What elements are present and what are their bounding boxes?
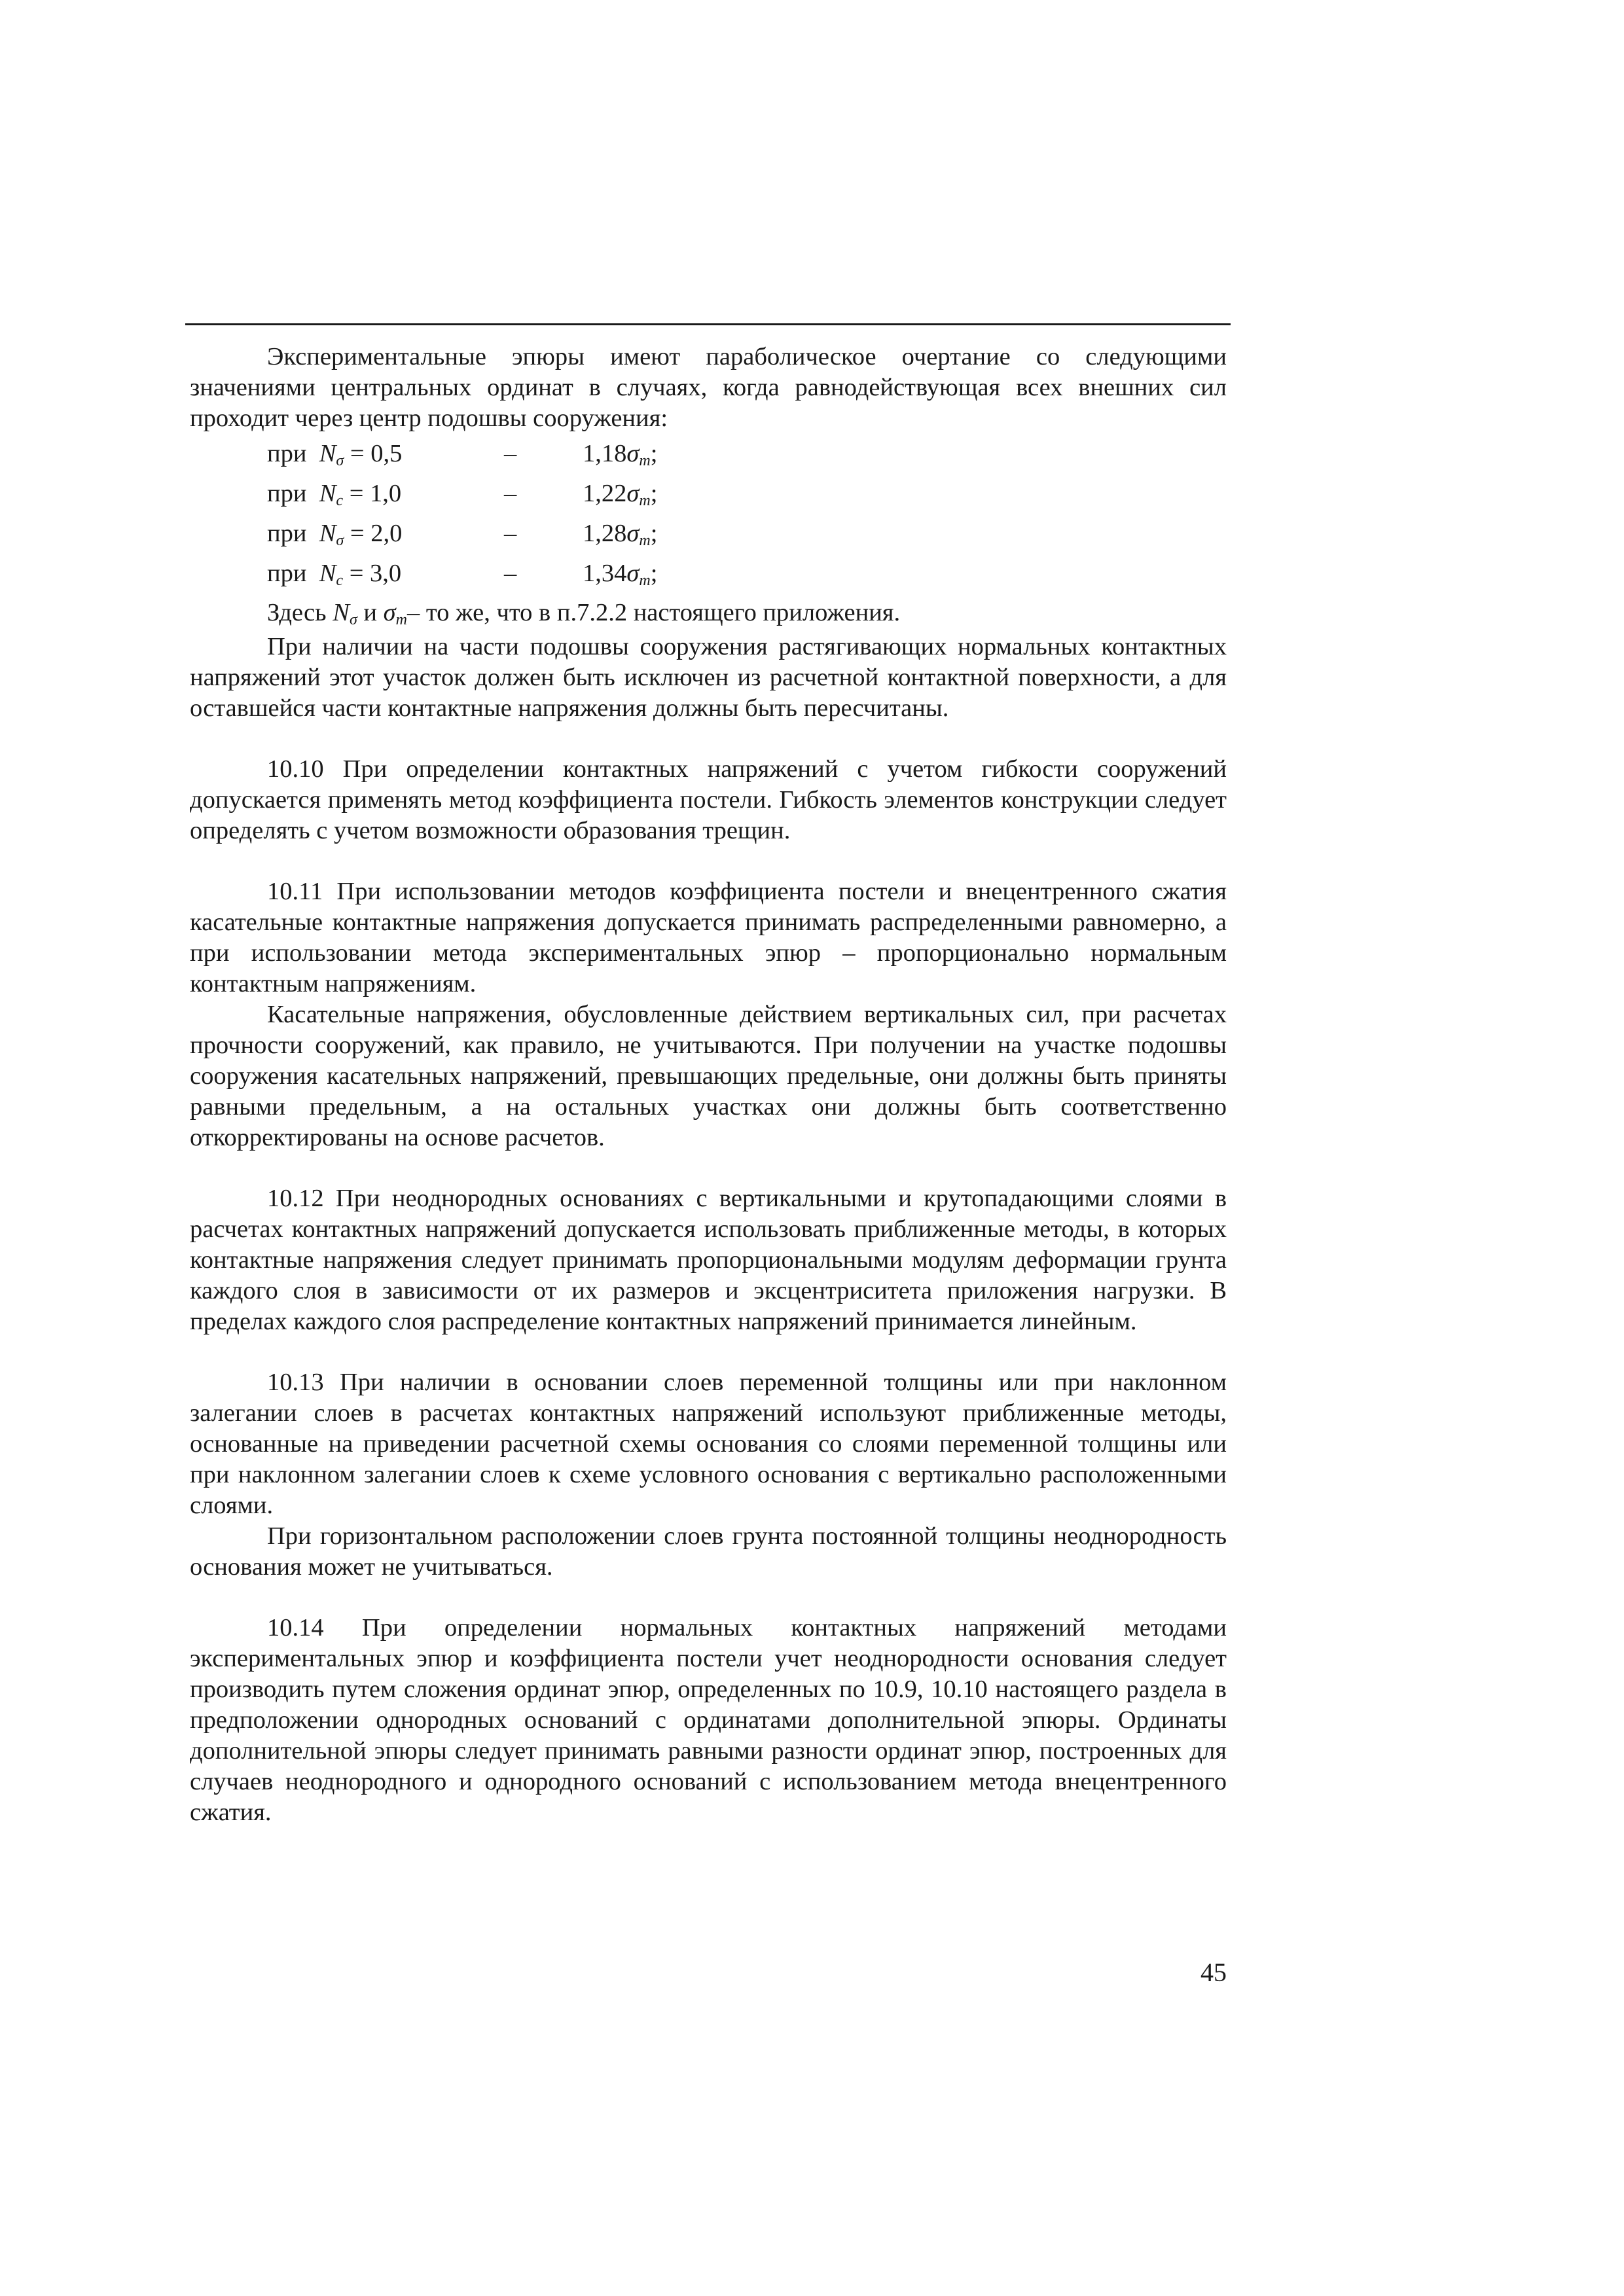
condition-row: при $N_c = 1,0$ – $1,22\sigma_m$; [267,480,658,509]
clause-10-11: 10.11 При использовании методов коэффициента постели и внецентренного сжатия касательные контактные напряжения допускается принимать распределенными равномерно, а при использовании метода экспериментальных эпюр – пропорционально нормальным контактным напряжениям. [190,878,1227,997]
page-body [190,342,1227,1828]
clause-10-13: 10.13 При наличии в основании слоев переменной толщины или при наклонном залегании слоев в расчетах контактных напряжений используют приближенные методы, основанные на приведении расчетной схемы основания со слоями переменной толщины или при наклонном залегании слоев к схеме условного основания с вертикально расположенными слоями. [190,1369,1227,1519]
header-rule [185,323,1231,325]
tangential-paragraph: Касательные напряжения, обусловленные действием вертикальных сил, при расчетах прочности сооружений, как правило, не учитываются. При получении на участке подошвы сооружения касательных напряжений, превышающих предельные, они должны быть приняты равными предельным, а на остальных участках они должны быть соответственно откорректированы на основе расчетов. [190,1001,1227,1151]
condition-row: при $N_\sigma = 2,0$ – $1,28\sigma_m$; [267,520,658,549]
condition-row: при $N_\sigma = 0,5$ – $1,18\sigma_m$; [267,440,658,469]
condition-row: при $N_c = 3,0$ – $1,34\sigma_m$; [267,560,658,589]
page-number: 45 [1200,1958,1227,1987]
clause-10-10: 10.10 При определении контактных напряжений с учетом гибкости сооружений допускается применять метод коэффициента постели. Гибкость элементов конструкции следует определять с учетом возможности образования трещин. [190,755,1227,844]
horizontal-paragraph: При горизонтальном расположении слоев грунта постоянной толщины неоднородность основания может не учитываться. [190,1522,1227,1581]
clause-10-14: 10.14 При определении нормальных контактных напряжений методами экспериментальных эпюр и коэффициента постели учет неоднородности основания следует производить путем сложения ординат эпюр, определенных по 10.9, 10.10 настоящего раздела в предположении однородных оснований с ординатами дополнительной эпюры. Ординаты дополнительной эпюры следует принимать равными разности ординат эпюр, построенных для случаев неоднородного и однородного оснований с использованием метода внецентренного сжатия. [190,1614,1227,1826]
clause-10-12: 10.12 При неоднородных основаниях с вертикальными и крутопадающими слоями в расчетах контактных напряжений допускается использовать приближенные методы, в которых контактные напряжения следует принимать пропорциональными модулям деформации грунта каждого слоя в зависимости от их размеров и эксцентриситета приложения нагрузки. В пределах каждого слоя распределение контактных напряжений принимается линейным. [190,1185,1227,1335]
intro-paragraph: Экспериментальные эпюры имеют параболическое очертание со следующими значениями центральных ординат в случаях, когда равнодействующая всех внешних сил проходит через центр подошвы сооружения: [190,343,1227,432]
conditions-list [190,434,1227,594]
tension-paragraph: При наличии на части подошвы сооружения растягивающих нормальных контактных напряжений этот участок должен быть исключен из расчетной контактной поверхности, а для оставшейся части контактные напряжения должны быть пересчитаны. [190,633,1227,722]
symbols-note: Здесь $N_\sigma$ и $\sigma_m-$ то же, что в п.7.2.2 настоящего приложения. [267,599,901,628]
